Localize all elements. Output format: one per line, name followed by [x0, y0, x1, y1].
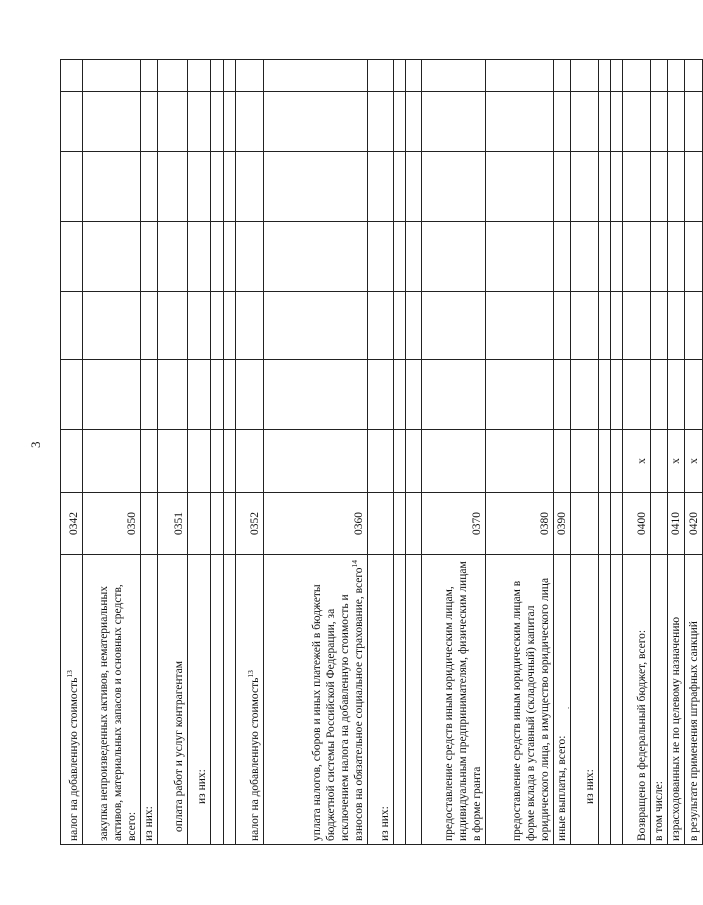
table-row: [141, 60, 158, 845]
table-row: [685, 60, 703, 845]
row-name: оплата работ и услуг контрагентам: [173, 660, 185, 832]
value-cell: [571, 60, 599, 92]
value-cell: [236, 92, 264, 152]
value-cell: [211, 292, 224, 360]
value-cell: [406, 92, 422, 152]
value-cell: [422, 60, 486, 92]
row-name: уплата налогов, сборов и иных платежей в бюджеты бюджетной системы Российской Федерации, за исключением налога на добавленную стоимость и взносов на обязательное социальное страхование, всего: [310, 567, 365, 841]
value-cell: [141, 292, 158, 360]
value-cell: [236, 60, 264, 92]
value-cell: [486, 92, 554, 152]
value-cell: [685, 292, 703, 360]
value-cell: [406, 292, 422, 360]
value-cell-x: [224, 430, 236, 493]
value-cell: [236, 222, 264, 292]
value-cell: [486, 152, 554, 222]
value-cell: [83, 60, 141, 92]
value-cell: [422, 152, 486, 222]
row-code: [571, 493, 599, 555]
row-name-cell: [486, 555, 554, 845]
value-cell: [368, 292, 394, 360]
row-code: 0351: [158, 493, 188, 555]
value-cell: [394, 292, 406, 360]
row-name: из них:: [196, 769, 208, 804]
row-name-cell: [236, 555, 264, 845]
value-cell: [571, 292, 599, 360]
row-name: Возвращено в федеральный бюджет, всего:: [636, 629, 649, 841]
value-cell: [406, 152, 422, 222]
value-cell: [422, 292, 486, 360]
value-cell: [61, 152, 83, 222]
value-cell: [571, 92, 599, 152]
row-code: [224, 493, 236, 555]
value-cell: [486, 292, 554, 360]
value-cell: [264, 222, 368, 292]
row-code: 0390: [554, 493, 571, 555]
row-name-cell: [211, 555, 224, 845]
value-cell-x: [188, 430, 211, 493]
value-cell: [83, 360, 141, 430]
value-cell: [554, 292, 571, 360]
row-code: 0400: [623, 493, 651, 555]
value-cell: [599, 360, 611, 430]
value-cell: [486, 222, 554, 292]
value-cell: [141, 360, 158, 430]
value-cell: [406, 222, 422, 292]
table-row: [651, 60, 668, 845]
row-name-cell: [264, 555, 368, 845]
value-cell: [623, 92, 651, 152]
value-cell: [368, 152, 394, 222]
value-cell: [236, 292, 264, 360]
table-row: [406, 60, 422, 845]
value-cell: [264, 292, 368, 360]
value-cell-x: [83, 430, 141, 493]
value-cell: [368, 360, 394, 430]
row-code: 0360: [264, 493, 368, 555]
row-code: [211, 493, 224, 555]
table-row: [211, 60, 224, 845]
row-name-cell: [554, 555, 571, 845]
footnote-ref: 14: [350, 559, 360, 568]
value-cell: [599, 222, 611, 292]
value-cell-x: [486, 430, 554, 493]
value-cell-x: [422, 430, 486, 493]
value-cell: [188, 92, 211, 152]
value-cell: [623, 292, 651, 360]
value-cell-x: x: [685, 430, 703, 493]
value-cell-x: [236, 430, 264, 493]
value-cell: [554, 92, 571, 152]
value-cell: [141, 60, 158, 92]
row-name: предоставление средств иным юридическим лицам, индивидуальным предпринимателям, физическим лицам в форме гранта: [442, 561, 483, 841]
table-row: [236, 60, 264, 845]
table-row: [668, 60, 685, 845]
value-cell: [611, 222, 623, 292]
value-cell: [224, 360, 236, 430]
table-row: [264, 60, 368, 845]
value-cell: [158, 152, 188, 222]
row-code: 0350: [83, 493, 141, 555]
page-number: 3: [28, 441, 43, 448]
value-cell-x: [611, 430, 623, 493]
table-row: [554, 60, 571, 845]
row-name: в результате применения штрафных санкций: [688, 621, 701, 841]
value-cell: [611, 92, 623, 152]
value-cell: [651, 360, 668, 430]
value-cell: [406, 60, 422, 92]
value-cell: [623, 152, 651, 222]
value-cell-x: [406, 430, 422, 493]
value-cell: [599, 292, 611, 360]
value-cell: [368, 92, 394, 152]
value-cell: [224, 292, 236, 360]
value-cell: [368, 222, 394, 292]
value-cell: [83, 222, 141, 292]
value-cell: [668, 360, 685, 430]
value-cell: [571, 360, 599, 430]
value-cell: [394, 92, 406, 152]
row-name-cell: [368, 555, 394, 845]
value-cell: [61, 60, 83, 92]
row-code: 0370: [422, 493, 486, 555]
value-cell: [61, 360, 83, 430]
value-cell: [224, 152, 236, 222]
value-cell: [623, 60, 651, 92]
row-name-cell: [188, 555, 211, 845]
row-name-cell: [599, 555, 611, 845]
table-row: [394, 60, 406, 845]
value-cell: [188, 152, 211, 222]
value-cell-x: [651, 430, 668, 493]
value-cell-x: [599, 430, 611, 493]
value-cell: [224, 60, 236, 92]
value-cell-x: x: [623, 430, 651, 493]
value-cell-x: [61, 430, 83, 493]
value-cell: [188, 292, 211, 360]
value-cell: [158, 222, 188, 292]
value-cell: [599, 92, 611, 152]
value-cell: [236, 152, 264, 222]
table-row: [188, 60, 211, 845]
value-cell: [685, 152, 703, 222]
value-cell: [651, 222, 668, 292]
value-cell: [651, 152, 668, 222]
value-cell: [141, 152, 158, 222]
row-name: налог на добавленную стоимость: [67, 677, 80, 841]
value-cell: [264, 92, 368, 152]
table-row: [83, 60, 141, 845]
row-name-cell: [611, 555, 623, 845]
value-cell-x: [264, 430, 368, 493]
value-cell: [571, 152, 599, 222]
value-cell: [554, 60, 571, 92]
value-cell: [264, 152, 368, 222]
value-cell: [685, 222, 703, 292]
value-cell: [685, 360, 703, 430]
footnote-ref: 13: [65, 670, 75, 678]
row-name-cell: [422, 555, 486, 845]
row-name: из них:: [379, 806, 391, 841]
table-body: [61, 60, 703, 845]
table-row: [486, 60, 554, 845]
row-code: 0352: [236, 493, 264, 555]
value-cell: [211, 152, 224, 222]
value-cell: [141, 92, 158, 152]
row-code: [651, 493, 668, 555]
value-cell: [61, 222, 83, 292]
row-name-cell: [571, 555, 599, 845]
value-cell: [264, 360, 368, 430]
value-cell: [668, 60, 685, 92]
rotated-form-page: [60, 60, 701, 845]
value-cell: [611, 152, 623, 222]
row-code: 0380: [486, 493, 554, 555]
value-cell: [158, 60, 188, 92]
value-cell: [422, 92, 486, 152]
value-cell: [141, 222, 158, 292]
table-row: [422, 60, 486, 845]
value-cell: [83, 92, 141, 152]
scan-speck: ·: [567, 703, 570, 713]
value-cell-x: [158, 430, 188, 493]
row-name: в том числе:: [653, 781, 666, 841]
row-name: налог на добавленную стоимость: [249, 677, 261, 841]
row-code: [394, 493, 406, 555]
value-cell: [554, 360, 571, 430]
value-cell: [422, 360, 486, 430]
row-name: предоставление средств иным юридическим лицам в форме вклада в уставный (складочный) капитал юридического лица, в имущество юридического лица: [510, 577, 551, 841]
row-name: закупка непроизведенных активов, нематериальных активов, материальных запасов и основных средств, всего:: [97, 584, 138, 841]
row-name: из них:: [584, 769, 597, 804]
row-code: 0342: [61, 493, 83, 555]
value-cell: [599, 152, 611, 222]
row-name-cell: [158, 555, 188, 845]
row-name-cell: [224, 555, 236, 845]
row-code: [141, 493, 158, 555]
value-cell: [83, 292, 141, 360]
value-cell: [61, 292, 83, 360]
value-cell: [599, 60, 611, 92]
row-name-cell: [141, 555, 158, 845]
value-cell: [224, 222, 236, 292]
footnote-ref: 13: [246, 670, 256, 678]
value-cell: [394, 222, 406, 292]
value-cell: [211, 360, 224, 430]
value-cell-x: [571, 430, 599, 493]
value-cell: [668, 152, 685, 222]
value-cell: [571, 222, 599, 292]
value-cell: [236, 360, 264, 430]
row-name-cell: [61, 555, 83, 845]
value-cell: [158, 360, 188, 430]
value-cell: [406, 360, 422, 430]
value-cell: [554, 152, 571, 222]
value-cell: [668, 292, 685, 360]
row-code: [368, 493, 394, 555]
row-name-cell: [394, 555, 406, 845]
value-cell: [264, 60, 368, 92]
value-cell: [651, 60, 668, 92]
value-cell: [83, 152, 141, 222]
value-cell-x: [394, 430, 406, 493]
value-cell: [188, 60, 211, 92]
table-row: [611, 60, 623, 845]
value-cell: [61, 92, 83, 152]
value-cell: [211, 60, 224, 92]
value-cell: [668, 92, 685, 152]
row-name: израсходованных не по целевому назначению: [670, 616, 683, 841]
value-cell-x: [368, 430, 394, 493]
value-cell: [651, 292, 668, 360]
row-code: [611, 493, 623, 555]
value-cell: [623, 222, 651, 292]
value-cell: [394, 152, 406, 222]
row-name: из них:: [143, 806, 155, 841]
row-name-cell: [651, 555, 668, 845]
row-name-cell: [668, 555, 685, 845]
row-code: 0420: [685, 493, 703, 555]
row-name-cell: [83, 555, 141, 845]
value-cell: [158, 92, 188, 152]
value-cell: [611, 292, 623, 360]
value-cell: [668, 222, 685, 292]
value-cell: [211, 222, 224, 292]
row-name-cell: [685, 555, 703, 845]
value-cell: [224, 92, 236, 152]
value-cell: [486, 360, 554, 430]
table-row: [571, 60, 599, 845]
value-cell: [651, 92, 668, 152]
report-table: [60, 59, 703, 845]
value-cell: [554, 222, 571, 292]
table-row: [368, 60, 394, 845]
value-cell: [188, 360, 211, 430]
value-cell: [685, 60, 703, 92]
value-cell: [685, 92, 703, 152]
row-name-cell: [623, 555, 651, 845]
value-cell-x: x: [668, 430, 685, 493]
value-cell: [158, 292, 188, 360]
value-cell: [394, 60, 406, 92]
value-cell-x: [141, 430, 158, 493]
row-code: [188, 493, 211, 555]
row-code: 0410: [668, 493, 685, 555]
table-row: [623, 60, 651, 845]
value-cell: [368, 60, 394, 92]
value-cell: [211, 92, 224, 152]
value-cell-x: [554, 430, 571, 493]
table-row: [158, 60, 188, 845]
value-cell: [623, 360, 651, 430]
value-cell: [486, 60, 554, 92]
value-cell: [188, 222, 211, 292]
row-code: [406, 493, 422, 555]
row-name-cell: [406, 555, 422, 845]
value-cell-x: [211, 430, 224, 493]
value-cell: [611, 60, 623, 92]
table-row: [599, 60, 611, 845]
value-cell: [611, 360, 623, 430]
table-row: [61, 60, 83, 845]
row-name: иные выплаты, всего:: [556, 735, 569, 841]
row-code: [599, 493, 611, 555]
table-row: [224, 60, 236, 845]
value-cell: [394, 360, 406, 430]
value-cell: [422, 222, 486, 292]
